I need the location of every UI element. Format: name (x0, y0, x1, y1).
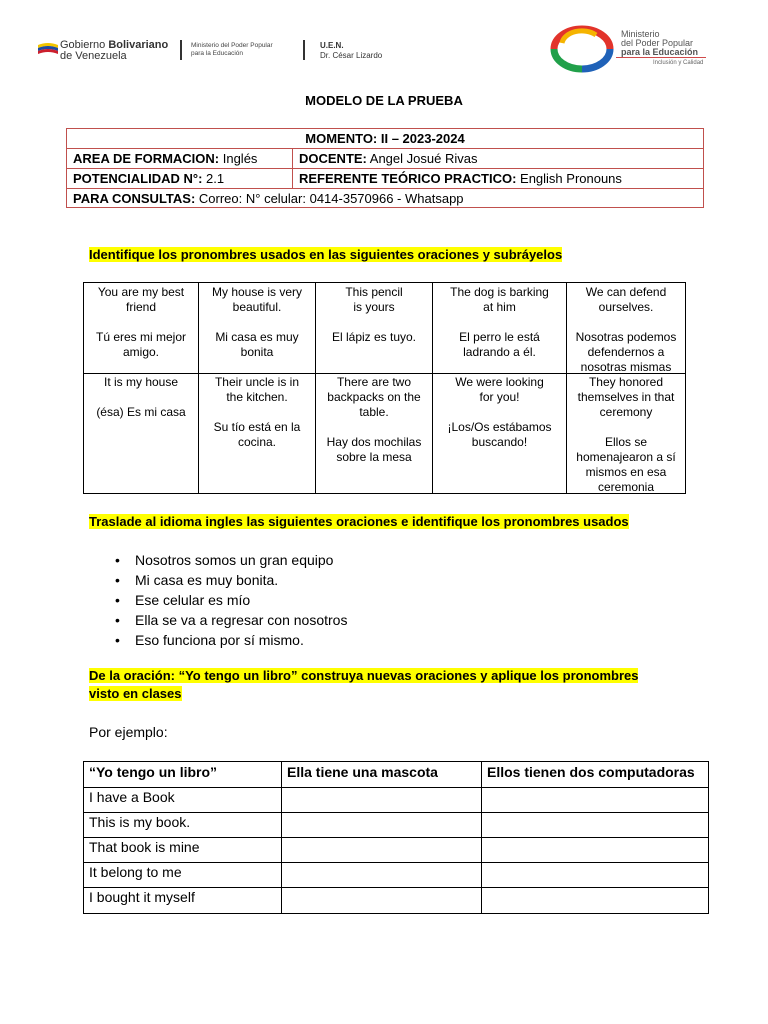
instruction-2: Traslade al idioma ingles las siguientes oraciones e identifique los pronombres usados (89, 514, 629, 529)
grid-cell (567, 375, 685, 495)
grid-cell-line (84, 315, 198, 330)
table-header: “Yo tengo un libro” (89, 764, 218, 780)
grid-cell-line: Ellos se (604, 435, 648, 449)
grid-cell-line: cocina. (237, 435, 277, 449)
grid-cell-line: amigo. (122, 345, 160, 359)
grid-cell-line: at him (483, 300, 516, 314)
grid-cell (84, 285, 198, 360)
grid-cell (84, 375, 198, 420)
info-row-area (67, 149, 703, 169)
venezuela-flag-icon (38, 41, 58, 57)
grid-cell-line: is yours (353, 300, 395, 314)
table-cell: I have a Book (89, 789, 175, 805)
grid-cell-line: You are my best (97, 285, 185, 299)
grid-cell-line: Su tío está en la (213, 420, 301, 434)
list-item: • Mi casa es muy bonita. (115, 570, 347, 590)
header-divider (303, 40, 305, 60)
uen-logo-text: U.E.N. Dr. César Lizardo (320, 41, 383, 60)
grid-cell (199, 375, 315, 450)
pronouns-table (83, 282, 686, 494)
grid-cell-line (433, 315, 566, 330)
table-cell: This is my book. (89, 814, 191, 830)
instruction-1: Identifique los pronombres usados en las siguientes oraciones y subráyelos (89, 247, 563, 262)
grid-cell-line (199, 405, 315, 420)
grid-cell-line: for you! (479, 390, 520, 404)
example-table (83, 761, 709, 914)
grid-cell-line: sobre la mesa (336, 450, 412, 464)
docente-cell: DOCENTE: Angel Josué Rivas (299, 151, 478, 166)
grid-cell-line: This pencil (345, 285, 403, 299)
grid-cell (567, 285, 685, 375)
table-header: Ella tiene una mascota (287, 764, 438, 780)
grid-cell-line: We were looking (455, 375, 544, 389)
momento-label: MOMENTO: II – 2023-2024 (305, 131, 465, 146)
grid-cell-line: nosotras mismas (580, 360, 672, 374)
mppe-logo-text: Ministerio del Poder Popular para la Educación (191, 42, 273, 57)
grid-cell-line: ¡Los/Os estábamos (447, 420, 552, 434)
table-divider (84, 787, 708, 788)
grid-cell-line: ceremonia (597, 480, 655, 494)
table-header: Ellos tienen dos computadoras (487, 764, 695, 780)
info-row-potencialidad (67, 169, 703, 189)
document-title: MODELO DE LA PRUEBA (305, 93, 463, 108)
grid-cell-line: table. (359, 405, 389, 419)
grid-cell-line: backpacks on the (327, 390, 421, 404)
table-cell: It belong to me (89, 864, 182, 880)
grid-cell-line: defendernos a (587, 345, 665, 359)
por-ejemplo-label: Por ejemplo: (89, 724, 168, 740)
grid-cell-line: Hay dos mochilas (326, 435, 422, 449)
grid-cell (433, 285, 566, 360)
potencialidad-cell: POTENCIALIDAD N°: 2.1 (73, 171, 225, 186)
grid-cell-line: (ésa) Es mi casa (96, 405, 186, 419)
grid-cell-line: ourselves. (598, 300, 654, 314)
referente-cell: REFERENTE TEÓRICO PRACTICO: English Pronouns (299, 171, 622, 186)
table-cell: I bought it myself (89, 889, 195, 905)
grid-cell-line: mismos en esa (585, 465, 667, 479)
grid-cell-line: They honored (588, 375, 664, 389)
grid-cell-line: ceremony (599, 405, 653, 419)
grid-cell-line: bonita (240, 345, 274, 359)
ministerio-emblem-icon (548, 25, 616, 73)
header-divider (180, 40, 182, 60)
grid-cell-line: My house is very (211, 285, 303, 299)
sentence-list (115, 550, 347, 650)
grid-cell-line (84, 390, 198, 405)
list-item: • Eso funciona por sí mismo. (115, 630, 347, 650)
grid-cell (316, 285, 432, 345)
grid-cell-line: The dog is barking (450, 285, 549, 299)
area-cell: AREA DE FORMACION: Inglés (73, 151, 258, 166)
list-item: • Ese celular es mío (115, 590, 347, 610)
grid-cell-line: There are two (336, 375, 412, 389)
grid-cell-line (199, 315, 315, 330)
info-row-consultas (67, 189, 703, 209)
ministerio-underline (616, 57, 706, 58)
ministerio-slogan: Inclusión y Calidad (653, 60, 704, 66)
grid-cell-line: Their uncle is in (214, 375, 300, 389)
grid-cell-line (433, 405, 566, 420)
grid-cell-line: homenajearon a sí (576, 450, 676, 464)
grid-cell (316, 375, 432, 465)
grid-cell-line: buscando! (471, 435, 528, 449)
table-cell: That book is mine (89, 839, 200, 855)
info-table (66, 128, 704, 208)
ministerio-logo-text: Ministerio del Poder Popular para la Educación (621, 29, 699, 57)
grid-cell-line: It is my house (103, 375, 179, 389)
grid-cell-line: Tú eres mi mejor (95, 330, 187, 344)
grid-cell-line (316, 315, 432, 330)
grid-cell (433, 375, 566, 450)
consultas-cell: PARA CONSULTAS: Correo: N° celular: 0414-3570966 - Whatsapp (73, 191, 464, 206)
grid-cell-line: Mi casa es muy (215, 330, 299, 344)
info-divider (292, 149, 293, 189)
grid-cell-line: El lápiz es tuyo. (331, 330, 417, 344)
grid-cell-line: themselves in that (577, 390, 675, 404)
grid-cell-line: the kitchen. (226, 390, 288, 404)
grid-cell-line: ladrando a él. (463, 345, 536, 359)
grid-cell-line: friend (125, 300, 157, 314)
grid-cell (199, 285, 315, 360)
grid-cell-line (567, 315, 685, 330)
grid-cell-line: We can defend (585, 285, 667, 299)
instruction-3: De la oración: “Yo tengo un libro” construya nuevas oraciones y aplique los pronombres visto en clases (89, 668, 639, 701)
grid-cell-line: Nosotras podemos (575, 330, 677, 344)
grid-cell-line: El perro le está (459, 330, 540, 344)
gobierno-bolivariano-logo-text: Gobierno Bolivariano de Venezuela (60, 39, 169, 62)
list-item: • Nosotros somos un gran equipo (115, 550, 347, 570)
grid-cell-line (567, 420, 685, 435)
grid-cell-line (316, 420, 432, 435)
grid-cell-line: beautiful. (232, 300, 282, 314)
info-row-momento (67, 129, 703, 149)
list-item: • Ella se va a regresar con nosotros (115, 610, 347, 630)
